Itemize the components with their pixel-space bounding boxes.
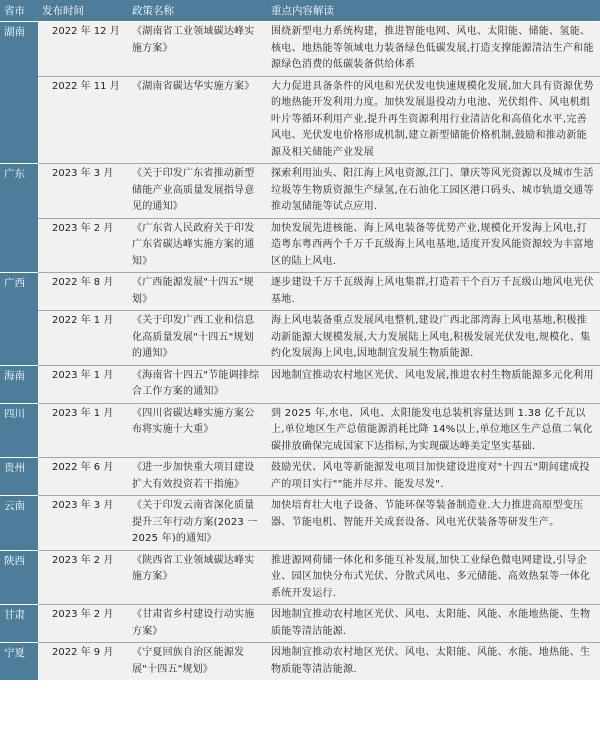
date-cell: 2023 年 1 月 <box>38 403 128 458</box>
province-cell: 四川 <box>0 403 38 458</box>
policy-name-cell: 《广东省人民政府关于印发广东省碳达峰实施方案的通知》 <box>128 218 267 273</box>
table-row <box>0 643 600 681</box>
province-cell: 海南 <box>0 365 38 403</box>
province-cell: 宁夏 <box>0 643 38 681</box>
table-row <box>0 403 600 458</box>
description-cell: 大力促进具备条件的风电和光伏发电快速规模化发展,加大具有资源优势的地热能开发利用力度。加快发展退役动力电池、光伏组件、风电机组叶片等循环利用产业,提升再生资源利用行业清洁化和高值化水平,完善风电、光伏发电价格形成机制,建立新型储能价格机制,鼓励和推动新能源及相关储能产业发展 <box>267 76 600 164</box>
province-cell: 湖南 <box>0 22 38 164</box>
description-cell: 因地制宜推动农村地区光伏、风电、太阳能、风能、水能地热能、生物质能等清洁能源. <box>267 605 600 643</box>
policy-name-cell: 《陕西省工业领域碳达峰实施方案》 <box>128 550 267 605</box>
table-row <box>0 218 600 273</box>
description-cell: 围绕新型电力系统构建，推进智能电网、风电、太阳能、储能、氢能、核电、地热能等领域电力装备绿色低碳发展,打造支撑能源清洁生产和能源绿色消费的低碳装备供给体系 <box>267 22 600 77</box>
date-cell: 2022 年 12 月 <box>38 22 128 77</box>
date-cell: 2023 年 2 月 <box>38 550 128 605</box>
description-cell: 因地制宜推动农村地区光伏、风电发展,推进农村生物质能源多元化利用 <box>267 365 600 403</box>
date-cell: 2023 年 1 月 <box>38 365 128 403</box>
date-cell: 2022 年 9 月 <box>38 643 128 681</box>
policy-name-cell: 《广西能源发展"十四五"规划》 <box>128 273 267 311</box>
table-row <box>0 458 600 496</box>
province-cell: 广西 <box>0 273 38 366</box>
policy-name-cell: 《湖南省工业领域碳达峰实施方案》 <box>128 22 267 77</box>
table-header-row <box>0 0 600 22</box>
policy-name-cell: 《关于印发广西工业和信息化高质量发展"十四五"规划的通知》 <box>128 311 267 366</box>
policy-name-cell: 《湖南省碳达华实施方案》 <box>128 76 267 164</box>
table-row <box>0 365 600 403</box>
policy-name-cell: 《四川省碳达峰实施方案公布将实施十大重》 <box>128 403 267 458</box>
policy-name-cell: 《进一步加快重大项目建设扩大有效投资若干指施》 <box>128 458 267 496</box>
province-cell: 贵州 <box>0 458 38 496</box>
date-cell: 2022 年 1 月 <box>38 311 128 366</box>
header-key-content: 重点内容解读 <box>267 0 600 22</box>
policy-name-cell: 《关于印发云南省深化质量提升三年行动方案(2023 一 2025 年)的通知》 <box>128 496 267 551</box>
table-row <box>0 22 600 77</box>
table-row <box>0 164 600 219</box>
header-province: 省市 <box>0 0 38 22</box>
header-policy-name: 政策名称 <box>128 0 267 22</box>
description-cell: 到 2025 年,水电、风电、太阳能发电总装机容量达到 1.38 亿千瓦以上,单位地区生产总值能源消耗比降 14%以上,单位地区生产总值二氧化碳排放确保完成国家下达指标,为实现碳达峰美定坚实基础. <box>267 403 600 458</box>
province-cell: 甘肃 <box>0 605 38 643</box>
province-cell: 陕西 <box>0 550 38 605</box>
policy-name-cell: 《海南省十四五"节能调排综合工作方案的通知》 <box>128 365 267 403</box>
date-cell: 2023 年 3 月 <box>38 496 128 551</box>
description-cell: 因地制宜推动农村地区光伏、风电、太阳能、风能、水能、地热能、生物质能等清洁能源. <box>267 643 600 681</box>
policy-name-cell: 《宁夏回族自治区能源发展"十四五"规划》 <box>128 643 267 681</box>
description-cell: 加快培育壮大电子设备、节能环保等装备制造业.大力推进高原型变压器、节能电机、智能开关成套设备、风电光伏装备等研发生产。 <box>267 496 600 551</box>
table-row <box>0 605 600 643</box>
policy-name-cell: 《关于印发广东省推动新型储能产业高质量发展指导意见的通知》 <box>128 164 267 219</box>
description-cell: 海上风电装备重点发展风电整机,建设广西北部湾海上风电基地,积极推动新能源大规模发展,大力发展陆上风电,积极发展光伏发电,规模化、集约化发展海上风电,因地制宜发展生物质能源. <box>267 311 600 366</box>
description-cell: 鼓励光伏、风电等新能源发电项目加快建设进度对"十四五"期间建成投产的项目实行""能并尽并、能发尽发". <box>267 458 600 496</box>
date-cell: 2022 年 6 月 <box>38 458 128 496</box>
table-row <box>0 273 600 311</box>
date-cell: 2023 年 3 月 <box>38 164 128 219</box>
table-row <box>0 496 600 551</box>
table-row <box>0 550 600 605</box>
header-date: 发布时间 <box>38 0 128 22</box>
date-cell: 2023 年 2 月 <box>38 218 128 273</box>
description-cell: 加快发展先进核能、海上风电装备等优势产业,规模化开发海上风电,打造粤东粤西两个千万千瓦级海上风电基地,适度开发风能资源较为丰富地区的陆上风电. <box>267 218 600 273</box>
date-cell: 2022 年 11 月 <box>38 76 128 164</box>
description-cell: 推进源网荷储一体化和多能互补发展,加快工业绿色微电网建设,引导企业、园区加快分布式光伏、分散式风电、多元储能、高效热泵等一体化系统开发运行. <box>267 550 600 605</box>
description-cell: 逐步建设千万千瓦级海上风电集群,打造若干个百万千瓦级山地风电光伏基地. <box>267 273 600 311</box>
province-cell: 广东 <box>0 164 38 273</box>
table-row <box>0 311 600 366</box>
province-cell: 云南 <box>0 496 38 551</box>
date-cell: 2023 年 2 月 <box>38 605 128 643</box>
description-cell: 探索利用汕头、阳江海上风电资源,江门、肇庆等风光资源以及城市生活垃圾等生物质资源生产绿氢,在石油化工园区港口码头、城市轨道交通等推动氢储能等试点应用. <box>267 164 600 219</box>
date-cell: 2022 年 8 月 <box>38 273 128 311</box>
policy-name-cell: 《甘肃省乡村建设行动实施方案》 <box>128 605 267 643</box>
table-row <box>0 76 600 164</box>
